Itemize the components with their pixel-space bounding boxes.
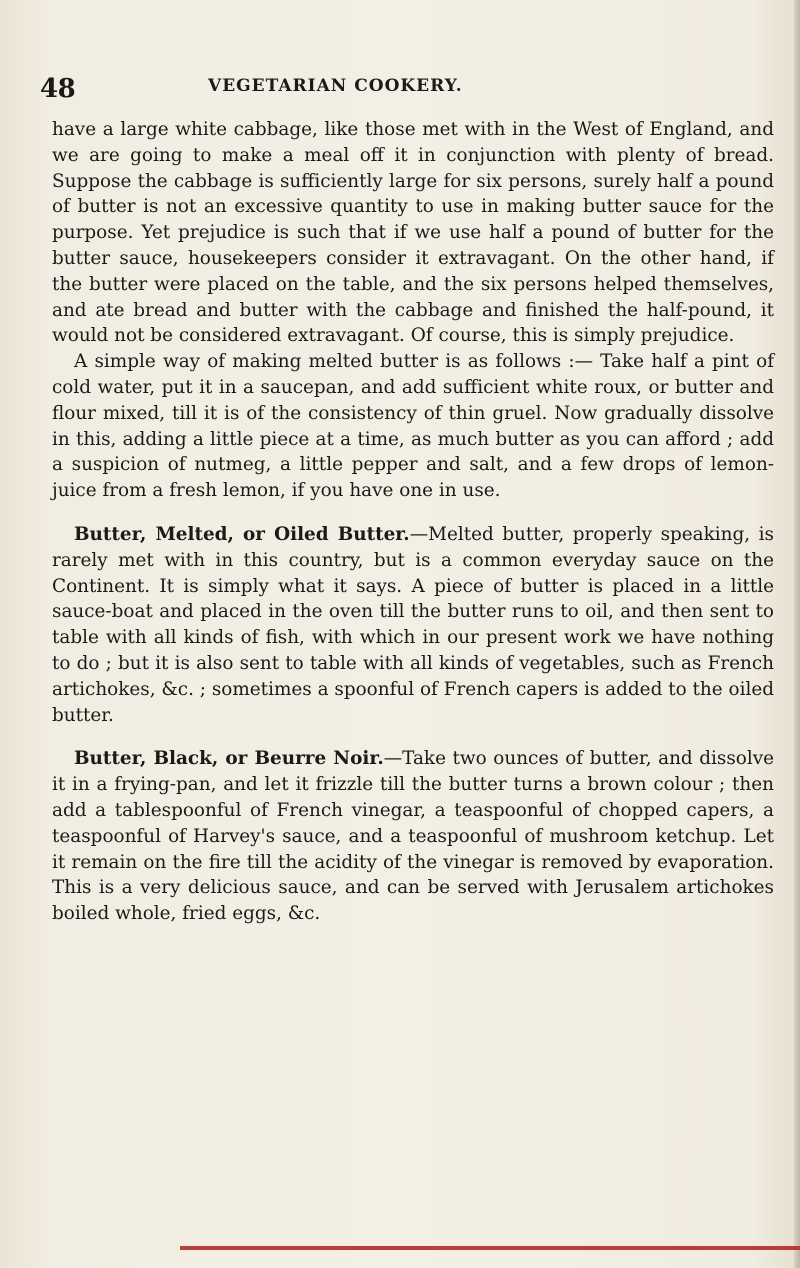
- page-number: 48: [40, 74, 76, 104]
- recipe-black-butter: [52, 746, 774, 927]
- recipe-text: —Take two ounces of butter, and dissolve it in a frying-pan, and let it frizzle till the butter turns a brown colour ; then add a tablespoonful of French vinegar, a teaspoonful of chopped capers, a teaspoonful of Harvey's sauce, and a teaspoonful of mushroom ketchup. Let it remain on the fire till the acidity of the vinegar is removed by evaporation. This is a very delicious sauce, and can be served with Jerusalem artichokes boiled whole, fried eggs, &c.: [52, 748, 775, 925]
- recipe-text: —Melted butter, properly speaking, is rarely met with in this country, but is a common everyday sauce on the Continent. It is simply what it says. A piece of butter is placed in a little sauce-boat and placed in the oven till the butter runs to oil, and then sent to table with all kinds of fish, with which in our present work we have nothing to do ; but it is also sent to table with all kinds of vegetables, such as French artichokes, &c. ; sometimes a spoonful of French capers is added to the oiled butter.: [52, 523, 774, 726]
- recipe-title: Butter, Melted, or Oiled Butter.: [74, 523, 410, 545]
- recipe-oiled-butter: [52, 522, 774, 728]
- paragraph-melted-butter-method: A simple way of making melted butter is as follows :— Take half a pint of cold water, put it in a saucepan, and add sufficient white roux, or butter and flour mixed, till it is of the consistency of thin gruel. Now gradually dissolve in this, adding a little piece at a time, as much butter as you can afford ; add a suspicion of nutmeg, a little pepper and salt, and a few drops of lemon-juice from a fresh lemon, if you have one in use.: [52, 351, 774, 502]
- page-header: [40, 74, 780, 108]
- bottom-edge-strip: [180, 1246, 800, 1250]
- running-head: VEGETARIAN COOKERY.: [208, 76, 463, 96]
- paragraph-continued: have a large white cabbage, like those met with in the West of England, and we are going to make a meal off it in conjunction with plenty of bread. Suppose the cabbage is sufficiently large for six persons, surely half a pound of butter is not an excessive quantity to use in making butter sauce for the purpose. Yet prejudice is such that if we use half a pound of butter for the butter sauce, housekeepers consider it extravagant. On the other hand, if the butter were placed on the table, and the six persons helped themselves, and ate bread and butter with the cabbage and finished the half-pound, it would not be considered extravagant. Of course, this is simply prejudice.: [52, 119, 774, 347]
- recipe-title: Butter, Black, or Beurre Noir.: [74, 748, 384, 770]
- page-edge-shadow: [794, 0, 800, 1268]
- page-body: [52, 117, 774, 927]
